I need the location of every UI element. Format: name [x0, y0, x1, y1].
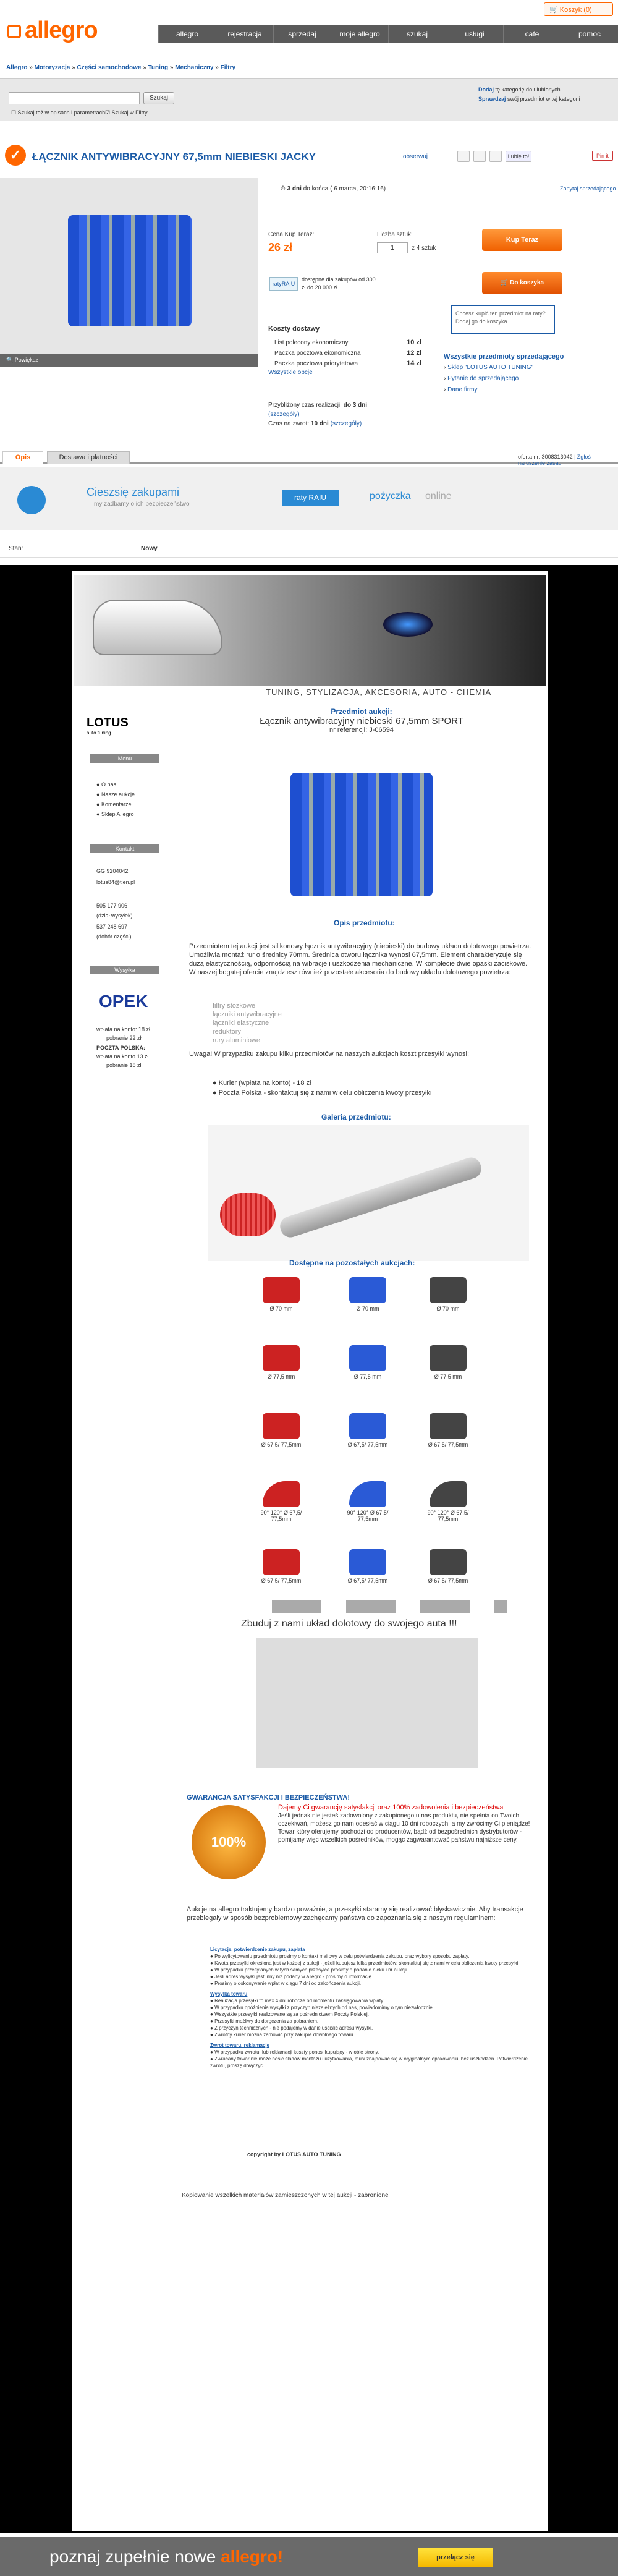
time-left-days: 3 dni: [287, 185, 302, 192]
product-hose-image: [68, 215, 192, 326]
ship-poczta: POCZTA POLSKA:: [96, 1045, 145, 1051]
delivery-title: Koszty dostawy: [268, 325, 320, 333]
terms-item: Kwota przesyłki określona jest w każdej z aukcji - jeżeli kupujesz kilka przedmiotów, skontaktuj się z nami w celu obliczenia kwoty przesyłki.: [214, 1960, 520, 1966]
delivery-row-value: 10 zł: [407, 339, 421, 346]
menu-sklep[interactable]: ● Sklep Allegro: [96, 811, 134, 817]
menu-nasze-aukcje[interactable]: ● Nasze aukcje: [96, 791, 135, 797]
grid-item-size: Ø 70 mm: [436, 1306, 460, 1312]
opis-text: Przedmiotem tej aukcji jest silikonowy łącznik antywibracyjny (niebieski) do budowy układu dolotowego powietrza. Umożliwia montaż rur o średnicy 70mm. Średnica otworu łącznika wynosi 67,5mm. Element charakteryzuje się dużą elastycznością, odpornością na wibracje i uszkodzenia mechaniczne. W komplecie dwie opaski zaciskowe. W naszej bogatej ofercie znajdziesz również pozostałe akcesoria do budowy układu dolotowego powietrza:: [189, 943, 531, 976]
delivery-row-label: List polecony ekonomiczny: [274, 339, 349, 346]
state-value: Nowy: [141, 545, 158, 552]
state-label: Stan:: [9, 545, 23, 552]
price-label: Cena Kup Teraz:: [268, 231, 315, 238]
grid-item-size: 90° 120° Ø 67,5/ 77,5mm: [427, 1510, 469, 1522]
raty-text: dostępne dla zakupów od 300 zł do 20 000 zł: [302, 276, 376, 291]
enlarge-label: Powiększ: [14, 357, 38, 363]
build-slogan: Zbuduj z nami układ dolotowy do swojego auta !!!: [241, 1618, 457, 1629]
switch-button[interactable]: przełącz się: [418, 2548, 493, 2567]
report-link[interactable]: Zgłoś naruszenie zasad: [518, 454, 591, 466]
grid-item[interactable]: [253, 1477, 309, 1539]
wysylka-header: Wysyłka: [90, 966, 159, 974]
allegro-logo-icon: [7, 25, 21, 38]
contact-phone2: 537 248 697: [96, 924, 128, 930]
footer-t1: poznaj zupełnie: [49, 2547, 170, 2566]
grid-item-size: Ø 70 mm: [356, 1306, 379, 1312]
quantity-of: z 4 sztuk: [412, 245, 436, 252]
auction-ref: nr referencji: J-06594: [329, 726, 394, 734]
grid-item[interactable]: [340, 1273, 396, 1335]
grid-item[interactable]: [340, 1341, 396, 1403]
umbrella-icon: [17, 486, 46, 514]
contact-gg: GG 9204042: [96, 868, 129, 874]
item-state: [0, 539, 618, 558]
quantity-input[interactable]: 1: [377, 242, 408, 253]
grid-item-size: Ø 67,5/ 77,5mm: [428, 1578, 468, 1584]
note1-text: tę kategorię do ulubionych: [495, 87, 561, 93]
seller-company-link[interactable]: Dane firmy: [447, 386, 478, 393]
category-notes: [478, 85, 580, 104]
product-photo: [290, 773, 433, 896]
terms-section-header: Zwrot towaru, reklamacje: [210, 2043, 270, 2048]
search-button[interactable]: Szukaj: [143, 92, 174, 104]
return-details-link[interactable]: (szczegóły): [330, 420, 362, 427]
kontakt-header: Kontakt: [90, 844, 159, 853]
footer-t2: nowe: [174, 2547, 216, 2566]
menu-o-nas[interactable]: ● O nas: [96, 781, 116, 788]
product-image[interactable]: [0, 178, 258, 367]
terms-item: Zwracany towar nie może nosić śladów montażu i użytkowania, musi znajdować się w oryginalnym opakowaniu, bez uszkodzeń. Potwierdzenie zwrotu, proszę dołączyć: [210, 2056, 528, 2068]
search-input[interactable]: [9, 92, 140, 104]
terms-item: W przypadku przesyłanych w tych samych przesyłce prosimy o podanie nicku i nr aukcji.: [214, 1967, 408, 1973]
terms: Licytacje, potwierdzenie zakupu, zapłata ● Po wylicytowaniu przedmiotu prosimy o kontakt mailowy w celu potwierdzenia zakupu, oraz wybory sposobu zapłaty. ● Kwota przesyłki określona jest w każdej z aukcji - jeżeli kupujesz kilka przedmiotów, skontaktuj się z nami w celu obliczenia kwoty przesyłki. ● W przypadku przesyłanych w tych samych przesyłce prosimy o podanie nicku i nr aukcji. ● Jeśli adres wysyłki jest inny niż podany w Allegro - prosimy o informację. ● Prosimy o dokonywanie wpłat w ciągu 7 dni od zakończenia aukcji. Wysyłka towaru ● Realizacja przesyłki to max 4 dni robocze od momentu zaksięgowania wpłaty. ● W przypadku opóźnienia wysyłki z przyczyn niezależnych od nas, powiadomimy o tym niezwłocznie. ● Wszystkie przesyłki realizowane są za pośrednictwem Poczty Polskiej. ● Przesyłki możliwy do doręczenia za pobraniem. ● Z przyczyn technicznych - nie podajemy w danie uściślić adresu wysyłki. ● Zwrotny kurier można zamówić przy zakupie dowolnego towaru. Zwrot towaru, reklamacje ● W przypadku zwrotu, lub reklamacji koszty ponosi kupujący - w obie strony. ● Zwracany towar nie może nosić śladów montażu i użytkowania, musi znajdować się w oryginalnym opakowaniu, bez uszkodzeń. Potwierdzenie zwrotu, proszę dołączyć: [210, 1946, 544, 2069]
check-item-link[interactable]: Sprawdzaj: [478, 96, 506, 102]
guarantee-badge: 100%: [192, 1805, 266, 1879]
ask-seller-link[interactable]: Zapytaj sprzedającego: [560, 185, 616, 192]
tab-opis[interactable]: Opis: [2, 451, 43, 464]
terms-item: Prosimy o dokonywanie wpłat w ciągu 7 dni od zakończenia aukcji.: [214, 1981, 362, 1986]
seller-items-link[interactable]: Wszystkie przedmioty sprzedającego: [444, 353, 564, 360]
email-icon[interactable]: [457, 151, 470, 162]
pinterest-button[interactable]: Pin it: [592, 151, 613, 161]
delivery-row-value: 14 zł: [407, 360, 421, 367]
seller-links: Wszystkie przedmioty sprzedającego › Sklep "LOTUS AUTO TUNING" › Pytanie do sprzedającego › Dane firmy: [444, 351, 564, 396]
main-nav: [158, 25, 618, 43]
grid-item[interactable]: [340, 1409, 396, 1471]
search-in-filters-checkbox[interactable]: ☑ Szukaj w Filtry: [105, 109, 148, 116]
offer-number-text: oferta nr: 3008313042: [518, 454, 573, 460]
search-in-desc-label: Szukaj też w opisach i parametrach: [17, 109, 106, 116]
add-to-cart-label: Do koszyka: [510, 279, 544, 286]
terms-item: Z przyczyn technicznych - nie podajemy w danie uściślić adresu wysyłki.: [214, 2025, 373, 2031]
list-item: łączniki elastyczne: [213, 1019, 269, 1027]
grid-item[interactable]: [340, 1545, 396, 1607]
ship-opek-cod: pobranie 22 zł: [106, 1035, 142, 1041]
product-title: ŁĄCZNIK ANTYWIBRACYJNY 67,5mm NIEBIESKI JACKY: [32, 151, 316, 163]
grid-item-size: 90° 120° Ø 67,5/ 77,5mm: [260, 1510, 302, 1522]
allegro-logo[interactable]: [7, 17, 98, 44]
nav-moje-allegro[interactable]: moje allegro: [331, 25, 388, 43]
banner-online: online: [425, 491, 452, 501]
offer-number: oferta nr: 3008313042 | Zgłoś naruszenie zasad: [518, 454, 591, 466]
copyright: copyright by LOTUS AUTO TUNING: [247, 2151, 341, 2157]
header: [0, 0, 618, 74]
grid-item[interactable]: [420, 1409, 476, 1471]
contact-phone1-note: (dział wysyłek): [96, 912, 133, 919]
banner-raty[interactable]: raty RAIU: [282, 490, 339, 506]
grid-item-size: Ø 77,5 mm: [353, 1374, 382, 1380]
grid-item-size: Ø 77,5 mm: [267, 1374, 295, 1380]
print-icon[interactable]: [489, 151, 502, 162]
banner-subtitle: my zadbamy o ich bezpieczeństwo: [94, 501, 190, 508]
realization-time: [268, 401, 367, 428]
facebook-like-button[interactable]: Lubię to!: [506, 151, 531, 162]
search-in-desc-checkbox[interactable]: ☐ Szukaj też w opisach i parametrach: [11, 109, 106, 116]
delivery-row: [268, 338, 421, 348]
lotus-text: LOTUS: [87, 716, 129, 729]
available-header: Dostępne na pozostałych aukcjach:: [289, 1259, 415, 1267]
intake-pipe-image: [277, 1155, 484, 1239]
grid-item-size: Ø 67,5/ 77,5mm: [261, 1442, 302, 1448]
list-item: łączniki antywibracyjne: [213, 1011, 282, 1018]
shipping-cost-item: Poczta Polska - skontaktuj się z nami w celu obliczenia kwoty przesyłki: [218, 1089, 432, 1097]
nav-allegro[interactable]: allegro: [158, 25, 216, 43]
tagline: TUNING, STYLIZACJA, AKCESORIA, AUTO - CHEMIA: [266, 687, 492, 697]
guarantee-header: GWARANCJA SATYSFAKCJI I BEZPIECZEŃSTWA!: [187, 1794, 350, 1801]
realiz-value: do 3 dni: [343, 402, 368, 409]
cart-label: Koszyk (0): [559, 6, 592, 14]
guarantee-lead: Dajemy Ci gwarancję satysfakcji oraz 100% zadowolenia i bezpieczeństwa: [278, 1804, 504, 1811]
delivery-costs: [268, 325, 421, 376]
return-label: Czas na zwrot:: [268, 420, 310, 427]
nav-cafe[interactable]: cafe: [503, 25, 561, 43]
grid-item[interactable]: [420, 1273, 476, 1335]
nav-rejestracja[interactable]: rejestracja: [216, 25, 273, 43]
bc-filtry[interactable]: Filtry: [220, 64, 236, 71]
list-item: filtry stożkowe: [213, 1002, 256, 1010]
grid-item-size: Ø 67,5/ 77,5mm: [261, 1578, 302, 1584]
terms-item: Po wylicytowaniu przedmiotu prosimy o kontakt mailowy w celu potwierdzenia zakupu, oraz wybory sposobu zapłaty.: [214, 1953, 470, 1959]
google-plus-icon[interactable]: [473, 151, 486, 162]
terms-item: Realizacja przesyłki to max 4 dni robocze od momentu zaksięgowania wpłaty.: [214, 1998, 384, 2004]
realiz-label: Przybliżony czas realizacji:: [268, 402, 342, 409]
time-left-date: do końca ( 6 marca, 20:16:16): [303, 185, 386, 192]
terms-item: Wszystkie przesyłki realizowane są za pośrednictwem Poczty Polskiej.: [214, 2012, 369, 2017]
ship-poczta-cod: pobranie 18 zł: [106, 1062, 142, 1068]
grid-item-size: Ø 67,5/ 77,5mm: [347, 1578, 388, 1584]
bc-mechaniczny[interactable]: Mechaniczny: [175, 64, 214, 71]
grid-item-size: Ø 77,5 mm: [434, 1374, 462, 1380]
buy-now-button[interactable]: Kup Teraz: [482, 229, 562, 251]
observe-link[interactable]: obserwuj: [403, 153, 428, 160]
grid-item[interactable]: [420, 1477, 476, 1539]
car-image: [93, 600, 222, 655]
logo-text: allegro: [25, 17, 98, 43]
menu-komentarze-label: Komentarze: [101, 801, 132, 807]
contact-phone1: 505 177 906: [96, 903, 128, 909]
terms-item: Jeśli adres wysyłki jest inny niż podany w Allegro - prosimy o informację.: [214, 1974, 373, 1979]
contact-phone2-note: (dobór części): [96, 933, 132, 940]
menu-sklep-label: Sklep Allegro: [101, 811, 134, 817]
guarantee-body: Jeśli jednak nie jesteś zadowolony z zakupionego u nas produktu, nie spełnia on Twoich oczekiwań, możesz go nam odesłać w ciągu 10 dni roboczych, a my zwrócimy Ci pieniądze! Towar który oferujemy pochodzi od producentów, bądź od bezpośrednich dystrybutorów - pomijamy więc wszelkich pośredników, mogąc zagwarantować państwu najniższe ceny.: [278, 1813, 530, 1843]
contact-email[interactable]: lotus84@tlen.pl: [96, 879, 135, 885]
checkmark-icon: ✓: [5, 145, 26, 166]
uwaga-text: Uwaga! W przypadku zakupu kilku przedmiotów na naszych aukcjach koszt przesyłki wynosi:: [189, 1050, 470, 1058]
raty-tooltip: Chcesz kupić ten przedmiot na raty? Dodaj go do koszyka.: [451, 305, 555, 334]
search-in-filters-label: Szukaj w Filtry: [111, 109, 148, 116]
breadcrumb: Allegro » Motoryzacja » Części samochodowe » Tuning » Mechaniczny » Filtry: [6, 64, 236, 71]
delivery-more-link[interactable]: Wszystkie opcje: [268, 369, 313, 376]
copy-notice: Kopiowanie wszelkich materiałów zamieszczonych w tej aukcji - zabronione: [182, 2192, 389, 2199]
enlarge-bar[interactable]: 🔍 Powiększ: [0, 354, 258, 367]
auction-name: Łącznik antywibracyjny niebieski 67,5mm SPORT: [260, 716, 464, 726]
bc-motoryzacja[interactable]: Motoryzacja: [34, 64, 70, 71]
list-item: reduktory: [213, 1028, 241, 1035]
gallery-image: [208, 1125, 529, 1261]
price-value: 26 zł: [268, 241, 293, 253]
shipping-costs: ● Kurier (wpłata na konto) - 18 zł ● Poczta Polska - skontaktuj się z nami w celu obliczenia kwoty przesyłki: [213, 1079, 432, 1097]
delivery-row-label: Paczka pocztowa ekonomiczna: [274, 350, 361, 357]
nav-sprzedaj[interactable]: sprzedaj: [273, 25, 331, 43]
eye-image: [383, 612, 433, 637]
grid-item-size: Ø 67,5/ 77,5mm: [428, 1442, 468, 1448]
return-value: 10 dni: [310, 420, 329, 427]
seller-shop-link[interactable]: Sklep "LOTUS AUTO TUNING": [447, 364, 534, 371]
terms-section-header: Licytacje, potwierdzenie zakupu, zapłata: [210, 1947, 305, 1952]
bc-czesci[interactable]: Części samochodowe: [77, 64, 142, 71]
opis-header: Opis przedmiotu:: [334, 919, 395, 927]
grid-item[interactable]: [253, 1409, 309, 1471]
safety-banner: [0, 467, 618, 530]
footer-slogan: [49, 2547, 283, 2567]
realiz-details-link[interactable]: (szczegóły): [268, 411, 300, 418]
delivery-row: [268, 359, 421, 369]
grid-item[interactable]: [253, 1273, 309, 1335]
add-favourite-link[interactable]: Dodaj: [478, 87, 494, 93]
delivery-row: [268, 348, 421, 359]
grid-item[interactable]: [253, 1545, 309, 1607]
nav-szukaj[interactable]: szukaj: [388, 25, 446, 43]
intake-kit-image: [256, 1638, 478, 1768]
raty-badge[interactable]: ratyRAIU: [269, 277, 298, 291]
terms-item: Przesyłki możliwy do doręczenia za pobraniem.: [214, 2018, 319, 2024]
grid-item-size: 90° 120° Ø 67,5/ 77,5mm: [347, 1510, 389, 1522]
terms-item: W przypadku opóźnienia wysyłki z przyczyn niezależnych od nas, powiadomimy o tym niezwłocznie.: [214, 2005, 434, 2010]
terms-section-header: Wysyłka towaru: [210, 1991, 248, 1997]
share-icons: [457, 151, 531, 162]
auction-header: [179, 707, 544, 734]
guarantee-text: [278, 1804, 544, 1844]
footer-t3: allegro!: [221, 2547, 284, 2566]
red-filter-image: [220, 1193, 276, 1236]
lotus-logo: [87, 716, 129, 736]
tab-delivery[interactable]: Dostawa i płatności: [47, 451, 130, 464]
menu-nasze-aukcje-label: Nasze aukcje: [101, 791, 135, 797]
terms-item: W przypadku zwrotu, lub reklamacji koszty ponosi kupujący - w obie strony.: [214, 2049, 379, 2055]
menu-o-nas-label: O nas: [101, 781, 116, 788]
grid-item[interactable]: [420, 1341, 476, 1403]
banner-title: Cieszsię zakupami: [87, 486, 180, 498]
menu-header: Menu: [90, 754, 159, 763]
banner-pozyczka[interactable]: pożyczka: [370, 491, 411, 501]
list-item: rury aluminiowe: [213, 1037, 261, 1044]
terms-item: Zwrotny kurier można zamówić przy zakupie dowolnego towaru.: [214, 2032, 355, 2038]
delivery-row-value: 12 zł: [407, 349, 421, 357]
grid-item[interactable]: [253, 1341, 309, 1403]
seller-question-link[interactable]: Pytanie do sprzedającego: [447, 375, 519, 382]
accessory-list: [213, 1001, 282, 1045]
nav-pomoc[interactable]: pomoc: [561, 25, 618, 43]
terms-intro: Aukcje na allegro traktujemy bardzo poważnie, a przesyłki staramy się realizować błyskawicznie. Aby transakcje przebiegały w sposób bezproblemowy zachęcamy państwa do zapoznania się z naszym regulaminem:: [187, 1906, 523, 1922]
menu-komentarze[interactable]: ● Komentarze: [96, 801, 132, 807]
grid-item[interactable]: [340, 1477, 396, 1539]
note2-text: swój przedmiot w tej kategorii: [507, 96, 580, 102]
bc-allegro[interactable]: Allegro: [6, 64, 28, 71]
bc-tuning[interactable]: Tuning: [148, 64, 169, 71]
auction-label: Przedmiot aukcji:: [331, 707, 392, 716]
new-allegro-banner: [0, 2537, 618, 2576]
time-left: ⏱ 3 dni do końca ( 6 marca, 20:16:16): [281, 185, 386, 192]
ship-poczta-account: wpłata na konto 13 zł: [96, 1053, 149, 1060]
quantity-label: Liczba sztuk:: [377, 231, 413, 238]
cart-button[interactable]: 🛒 Koszyk (0): [544, 2, 613, 16]
hero-banner: [74, 575, 546, 686]
nav-uslugi[interactable]: usługi: [446, 25, 503, 43]
opek-logo: OPEK: [99, 992, 148, 1011]
add-to-cart-button[interactable]: 🛒 Do koszyka: [482, 272, 562, 294]
shipping-cost-item: Kurier (wpłata na konto) - 18 zł: [218, 1079, 311, 1087]
lotus-sub: auto tuning: [87, 730, 111, 736]
title-bar: [0, 140, 618, 174]
gallery-header: Galeria przedmiotu:: [321, 1113, 391, 1121]
grid-item-size: Ø 70 mm: [269, 1306, 293, 1312]
grid-item[interactable]: [420, 1545, 476, 1607]
ship-opek-account: wpłata na konto: 18 zł: [96, 1026, 151, 1032]
pipes-image: [272, 1600, 507, 1613]
grid-item-size: Ø 67,5/ 77,5mm: [347, 1442, 388, 1448]
delivery-row-label: Paczka pocztowa priorytetowa: [274, 360, 358, 367]
